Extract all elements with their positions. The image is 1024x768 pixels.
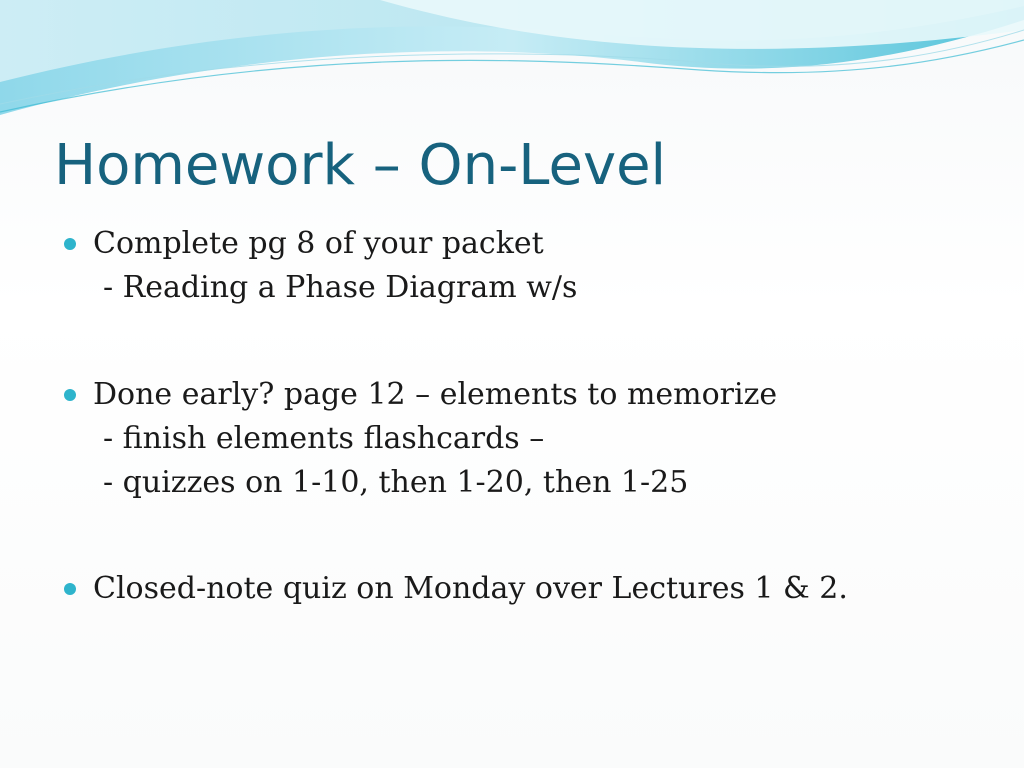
bullet-list	[62, 222, 1002, 611]
bullet-dot-icon	[64, 389, 76, 401]
bullet-text: Closed-note quiz on Monday over Lectures 1 & 2.	[93, 571, 848, 606]
bullet-dot-icon	[64, 238, 76, 250]
bullet-text: Done early? page 12 – elements to memorize	[93, 377, 778, 412]
bullet-subitem: - quizzes on 1-10, then 1-20, then 1-25	[103, 465, 689, 500]
bullet-subitem: - Reading a Phase Diagram w/s	[103, 270, 578, 305]
header-wave-decoration	[0, 0, 1024, 130]
bullet-item	[62, 222, 1002, 310]
bullet-dot-icon	[64, 583, 76, 595]
bullet-item	[62, 373, 1002, 505]
bullet-text: Complete pg 8 of your packet	[93, 226, 544, 261]
bullet-subitem: - finish elements flashcards –	[103, 421, 545, 456]
slide-title: Homework – On-Level	[54, 133, 667, 198]
bullet-item	[62, 567, 1002, 611]
